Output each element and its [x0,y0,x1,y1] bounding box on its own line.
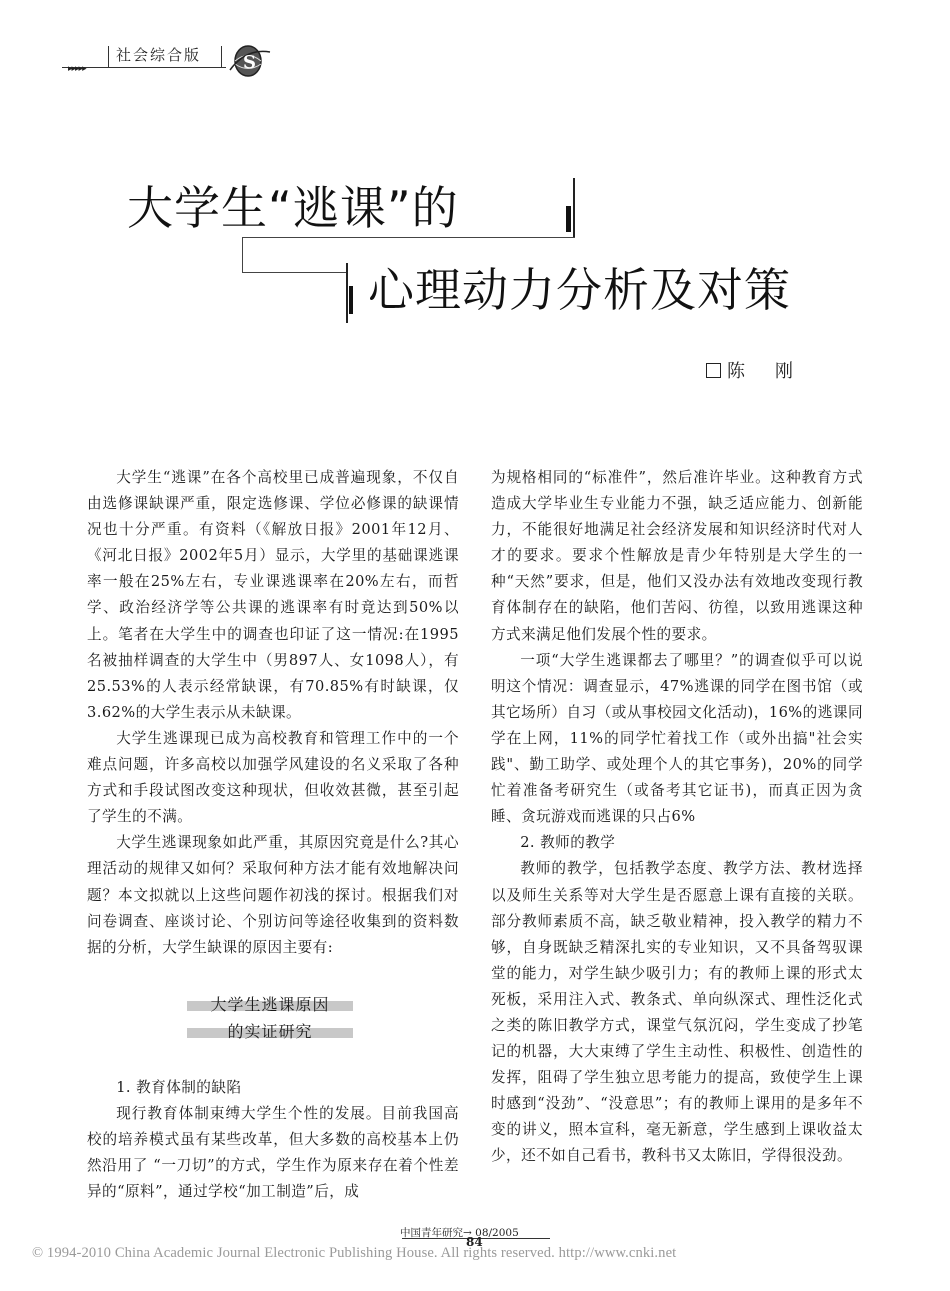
subsection-1-paragraph: 现行教育体制束缚大学生个性的发展。目前我国高校的培养模式虽有某些改革，但大多数的高校基本上仍然沿用了 “一刀切”的方式，学生作为原来存在着个性差异的“原料”，通过学校“加工制造”后，成 [87,1104,459,1201]
intro-paragraph-3: 大学生逃课现象如此严重，其原因究竟是什么?其心理活动的规律又如何？采取何种方法才能有效地解决问题？本文拟就以上这些问题作初浅的探讨。根据我们对问卷调查、座谈讨论、个别访问等途径收集到的资料数据的分析，大学生缺课的原因主要有: [87,834,459,956]
section-heading-line-1: 大学生逃课原因 [187,995,353,1015]
header-divider-left [108,46,109,68]
right-column [491,465,863,1170]
title-bracket-bar [573,178,575,238]
subsection-2-title: 2. 教师的教学 [520,834,616,852]
author-box-icon [706,363,721,378]
author-byline [706,357,799,383]
subtitle-bracket-bar-thick [349,286,353,314]
title-connector-bottom [242,272,348,273]
title-line-1: 大学生“逃课”的 [127,181,459,235]
survey-paragraph: 一项“大学生逃课都去了哪里？”的调查似乎可以说明这个情况：调查显示，47%逃课的同学在图书馆（或其它场所）自习（或从事校园文化活动)，16%的逃课同学在上网，11%的同学忙着找工作（或外出搞"社会实践"、勤工助学、或处理个人的其它事务)，20%的同学忙着准备考研究生（或备考其它证书)，而真正因为贪睡、贪玩游戏而逃课的只占6% [491,651,863,826]
section-heading-line-2: 的实证研究 [187,1022,353,1042]
journal-footer: 中国青年研究→ 08/2005 [400,1227,519,1239]
logo-letter: S [243,52,256,73]
header-rule [62,67,226,68]
author-name: 陈 刚 [727,361,799,382]
title-connector-vertical [242,237,243,273]
title-connector-top [242,237,575,238]
subtitle-bracket-bar [346,263,348,323]
left-column [87,465,459,1205]
header-arrows: ▸▸▸▸▸ [68,64,86,74]
subsection-1-title: 1. 教育体制的缺陷 [116,1078,242,1096]
globe-logo-icon [226,40,272,80]
intro-paragraph-1: 大学生“逃课”在各个高校里已成普遍现象，不仅自由选修课缺课严重，限定选修课、学位必修课的缺课情况也十分严重。有资料（《解放日报》2001年12月、《河北日报》2002年5月）显示，大学里的基础课逃课率一般在25%左右，专业课逃课率在20%左右，而哲学、政治经济学等公共课的逃课率有时竟达到50%以上。笔者在大学生中的调查也印证了这一情况:在1995名被抽样调查的大学生中（男897人、女1098人），有25.53%的人表示经常缺课，有70.85%有时缺课，仅3.62%的大学生表示从未缺课。 [87,469,459,721]
title-line-2: 心理动力分析及对策 [368,263,791,317]
continued-paragraph: 为规格相同的“标准件”，然后准许毕业。这种教育方式造成大学毕业生专业能力不强，缺乏适应能力、创新能力，不能很好地满足社会经济发展和知识经济时代对人才的要求。要求个性解放是青少年特别是大学生的一种“天然”要求，但是，他们又没办法有效地改变现行教育体制存在的缺陷，他们苦闷、彷徨，以致用逃课这种方式来满足他们发展个性的要求。 [491,469,863,643]
section-label: 社会综合版 [116,46,202,64]
intro-paragraph-2: 大学生逃课现已成为高校教育和管理工作中的一个难点问题，许多高校以加强学风建设的名义采取了各种方式和手段试图改变这种现状，但收效甚微，甚至引起了学生的不满。 [87,729,459,826]
subsection-2-paragraph: 教师的教学，包括教学态度、教学方法、教材选择以及师生关系等对大学生是否愿意上课有直接的关联。部分教师素质不高，缺乏敬业精神，投入教学的精力不够，自身既缺乏精深扎实的专业知识，又不具备驾驭课堂的能力，对学生缺少吸引力；有的教师上课的形式太死板，采用注入式、教条式、单向纵深式、理性泛化式之类的陈旧教学方式，课堂气氛沉闷，学生变成了抄笔记的机器，大大束缚了学生主动性、积极性、创造性的发挥，阻碍了学生独立思考能力的提高，致使学生上课时感到“没劲”、“没意思”；有的教师上课用的是多年不变的讲义，照本宣科，毫无新意，学生感到上课收益太少，还不如自己看书，教科书又太陈旧，学得很没劲。 [491,860,863,1165]
copyright-watermark: © 1994-2010 China Academic Journal Electronic Publishing House. All rights reserved. http://www.cnki.net [32,1245,677,1261]
title-bracket-bar-thick [566,206,571,232]
page-number: 84 [466,1235,483,1249]
header-divider-right [221,46,222,68]
section-heading [87,995,459,1047]
